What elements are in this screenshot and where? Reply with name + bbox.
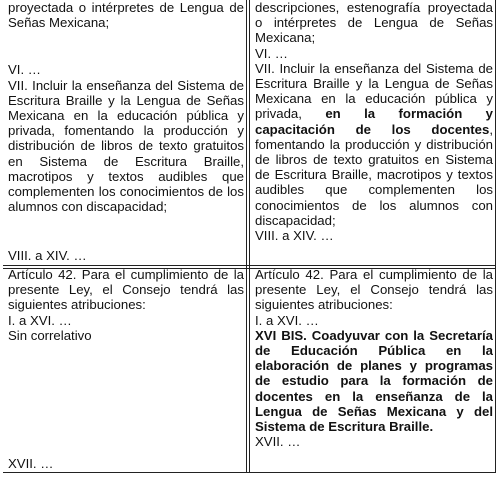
cell-row1-right xyxy=(255,0,493,265)
row1-right-p2: VI. … xyxy=(255,45,288,61)
row2-left-p2: I. a XVI. … xyxy=(8,312,72,328)
row1-right-p3a: VII. Incluir la enseñanza del Sistema de Escritura Braille y la Lengua de Señas Mexicana en la educación pública y privada, xyxy=(255,60,493,122)
row1-left-p2: VI. … xyxy=(8,62,41,78)
row-divider-top xyxy=(3,265,495,266)
row2-right-p1: Artículo 42. Para el cumplimiento de la presente Ley, el Consejo tendrá las siguientes atribuciones: xyxy=(255,267,493,313)
cell-row2-left xyxy=(8,267,244,473)
row1-right-p1: descripciones, estenografía proyectada o intérpretes de Lengua de Señas Mexicana; xyxy=(255,0,493,46)
row1-right-p3-bold: en la formación y capacitación de los docentes xyxy=(255,106,493,137)
row2-right-p4: XVII. … xyxy=(255,434,301,450)
row1-right-p3 xyxy=(255,61,493,228)
row1-left-p4: VIII. a XIV. … xyxy=(8,247,87,263)
row1-right-p4: VIII. a XIV. … xyxy=(255,228,334,244)
row2-right-p2: I. a XVI. … xyxy=(255,312,319,328)
row1-left-p1: proyectada o intérpretes de Lengua de Señas Mexicana; xyxy=(8,0,244,31)
row1-right-p3c: , fomentando la producción y distribución de libros de texto gratuitos en Sistema de Escritura Braille, macrotipos y textos audibles que complementen los conocimientos de los alumnos con discapacidad; xyxy=(255,121,493,228)
row2-right-p3: XVI BIS. Coadyuvar con la Secretaría de Educación Pública en la elaboración de planes y programas de estudio para la formación de docentes en la enseñanza de la Lengua de Señas Mexicana y del Sistema de Escritura Braille. xyxy=(255,327,493,435)
row2-left-p4: XVII. … xyxy=(8,455,54,471)
row2-left-p3: Sin correlativo xyxy=(8,327,92,343)
row1-left-p3: VII. Incluir la enseñanza del Sistema de Escritura Braille y la Lengua de Señas Mexicana en la educación pública y privada, fomentando la producción y distribución de libros de texto gratuitos en Sistema de Escritura Braille, macrotipos y textos audibles que complementen los conocimientos de los alumnos con discapacidad; xyxy=(8,77,244,215)
row2-left-p1: Artículo 42. Para el cumplimiento de la presente Ley, el Consejo tendrá las siguientes atribuciones: xyxy=(8,267,244,313)
comparison-table xyxy=(3,0,496,473)
cell-row1-left xyxy=(8,0,244,265)
cell-row2-right xyxy=(255,267,493,473)
spacer xyxy=(8,30,244,62)
